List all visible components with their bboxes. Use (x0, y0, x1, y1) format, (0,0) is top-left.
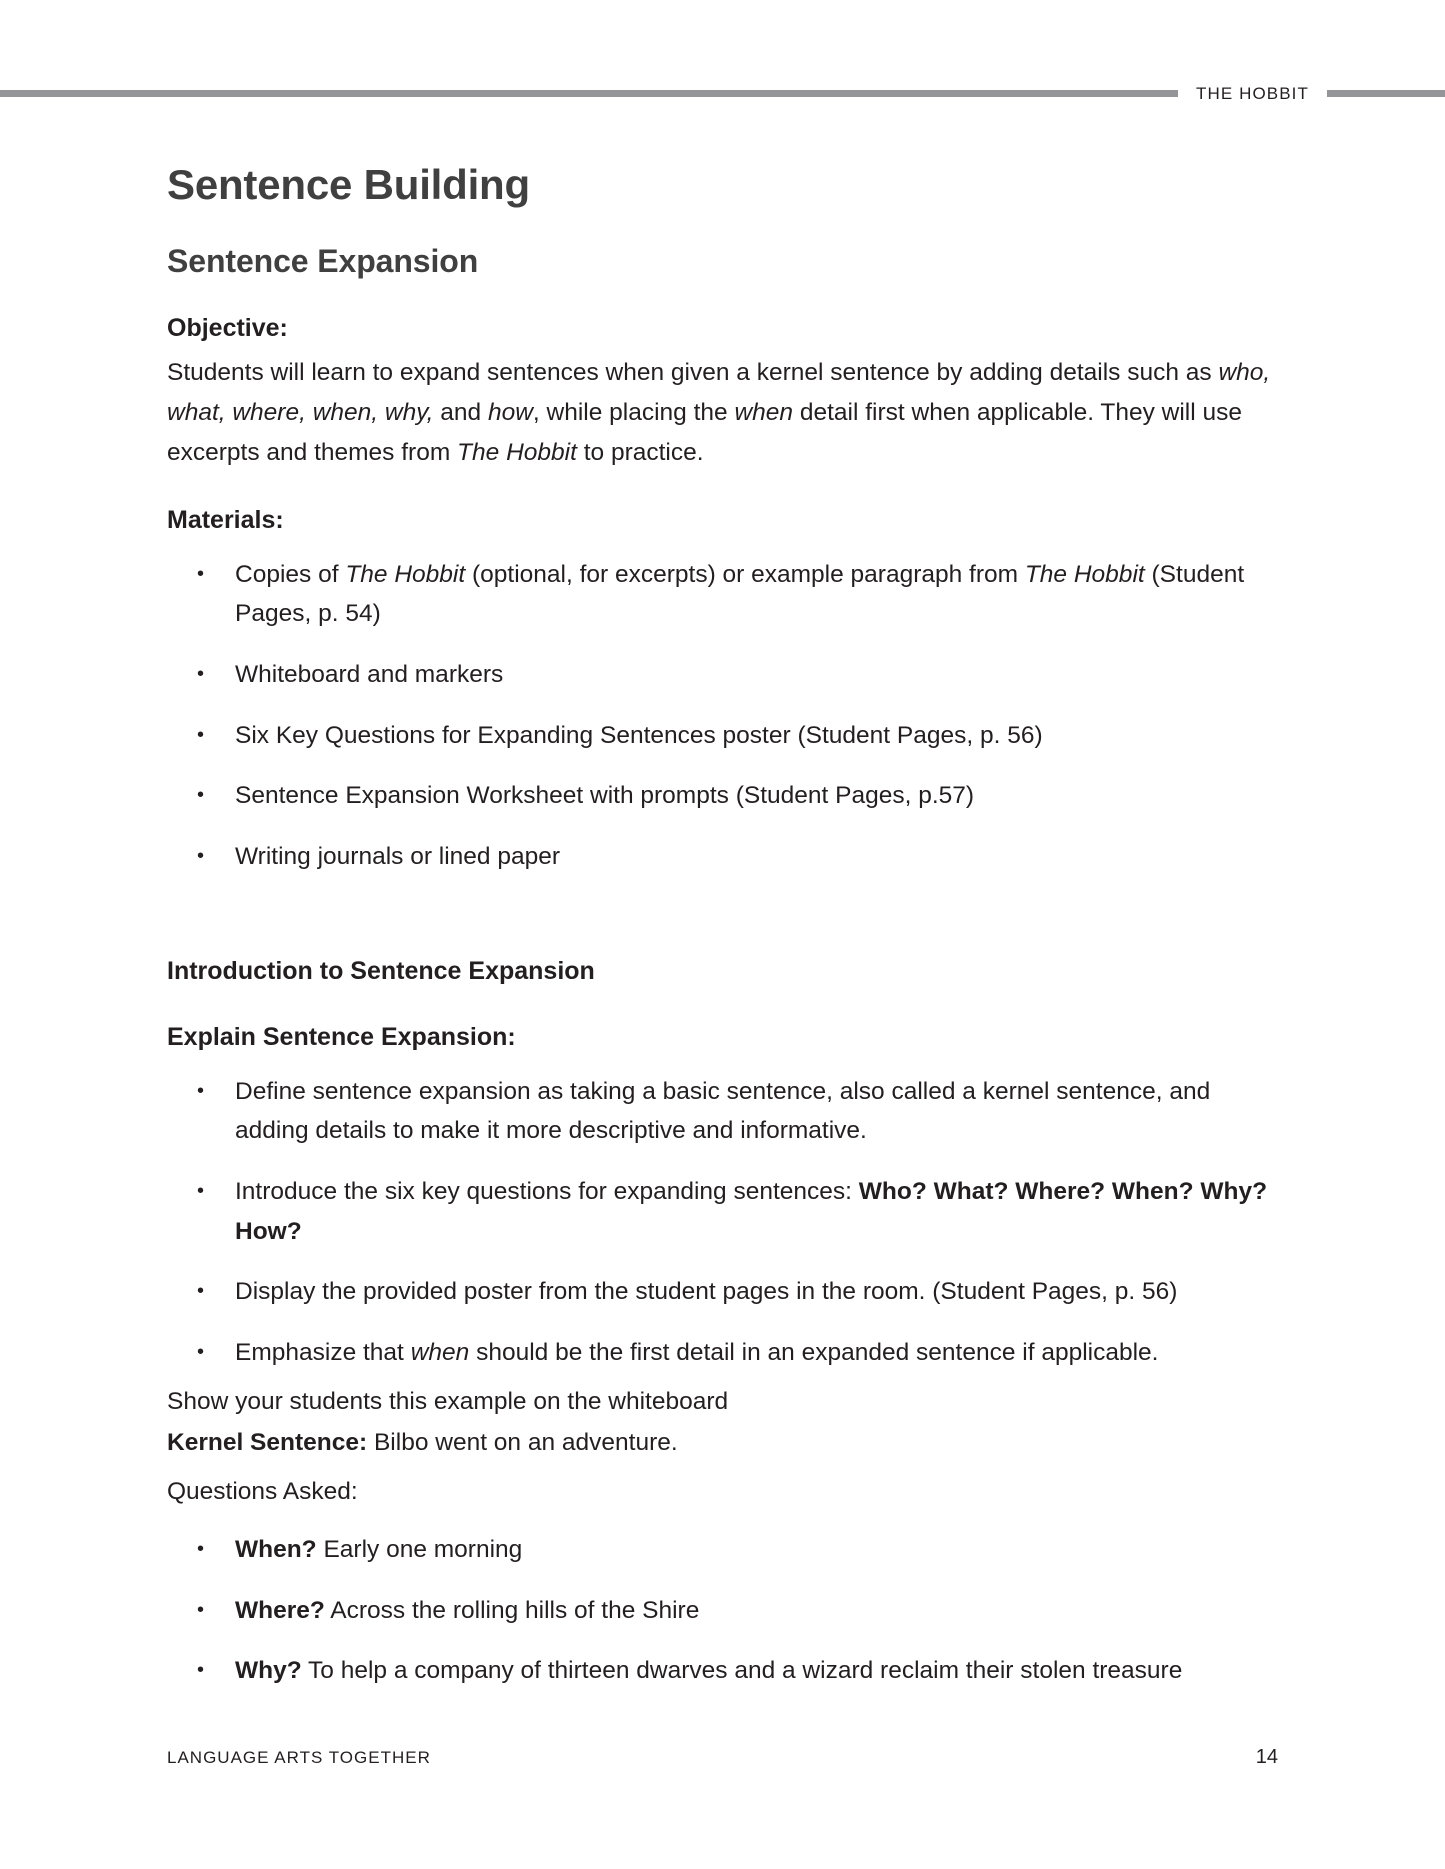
list-item (167, 555, 1282, 634)
objective-text-5: to practice. (576, 438, 704, 466)
list-item (167, 716, 1282, 756)
materials-item-0-pre: Copies of (235, 560, 346, 588)
list-item (167, 837, 1282, 877)
page-subtitle: Sentence Expansion (167, 242, 479, 279)
list-item (167, 1272, 1282, 1312)
objective-italic-1: who, what, where, when, why, (167, 359, 1271, 426)
list-item (167, 1333, 1282, 1373)
explain-bullet-0-text: Define sentence expansion as taking a basic sentence, also called a kernel sentence, and adding details to make it more descriptive and informative. (235, 1077, 1211, 1145)
question-0-label: When? (235, 1535, 317, 1563)
materials-item-3-text: Sentence Expansion Worksheet with prompts (Student Pages, p.57) (235, 782, 975, 810)
objective-italic-4: The Hobbit (457, 438, 577, 466)
list-item (167, 1072, 1282, 1151)
whiteboard-instruction: Show your students this example on the whiteboard (167, 1387, 729, 1415)
question-1-answer: Across the rolling hills of the Shire (324, 1596, 700, 1624)
objective-text-4: detail first when applicable. They will use excerpts and themes from (167, 398, 1243, 466)
question-2-answer: To help a company of thirteen dwarves and a wizard reclaim their stolen treasure (301, 1657, 1183, 1685)
running-header-title: THE HOBBIT (1195, 83, 1309, 103)
explain-bullet-1-bold: Who? What? Where? When? Why? How? (235, 1178, 1268, 1245)
page-number: 14 (1255, 1746, 1278, 1768)
question-0-answer: Early one morning (316, 1535, 523, 1563)
questions-asked-list (167, 1530, 1282, 1691)
page-footer (167, 1746, 1278, 1769)
explain-bullet-3-post: should be the first detail in an expanded sentence if applicable. (469, 1339, 1159, 1367)
question-1-label: Where? (235, 1596, 325, 1624)
objective-italic-3: when (734, 398, 794, 426)
heading-spacer (167, 987, 1282, 1021)
list-item (167, 1651, 1282, 1691)
list-item (167, 1591, 1282, 1631)
objective-text-3: , while placing the (532, 398, 735, 426)
kernel-sentence-label: Kernel Sentence: (167, 1429, 368, 1457)
explain-bullet-2-text: Display the provided poster from the student pages in the room. (Student Pages, p. 56) (235, 1278, 1178, 1306)
materials-item-1-text: Whiteboard and markers (235, 660, 504, 688)
question-2-label: Why? (235, 1657, 302, 1685)
materials-item-0-post: (Student Pages, p. 54) (235, 560, 1245, 628)
footer-brand: LANGUAGE ARTS TOGETHER (167, 1748, 431, 1767)
materials-item-0-mid: (optional, for excerpts) or example paragraph from (465, 560, 1025, 588)
running-header (0, 83, 1445, 103)
materials-item-0-italic2: The Hobbit (1024, 560, 1145, 588)
explain-bullet-3-italic: when (410, 1339, 470, 1367)
materials-item-2-text: Six Key Questions for Expanding Sentences poster (Student Pages, p. 56) (235, 721, 1043, 749)
questions-asked-label: Questions Asked: (167, 1478, 358, 1506)
objective-text-1: Students will learn to expand sentences when given a kernel sentence by adding details such as (167, 359, 1219, 387)
explain-bullet-1-text: Introduce the six key questions for expanding sentences: (235, 1178, 859, 1205)
page-title: Sentence Building (167, 161, 530, 208)
materials-label: Materials: (167, 506, 284, 535)
objective-text-2: and (433, 398, 488, 426)
list-item (167, 655, 1282, 695)
objective-label: Objective: (167, 313, 288, 342)
materials-list (167, 555, 1282, 877)
objective-paragraph (167, 353, 1282, 472)
introduction-heading: Introduction to Sentence Expansion (167, 956, 595, 985)
section-spacer (167, 877, 1282, 955)
list-item (167, 776, 1282, 816)
header-rule-left (0, 90, 1178, 97)
list-item (167, 1172, 1282, 1251)
page-content (167, 160, 1282, 1691)
explain-bullet-3-pre: Emphasize that (235, 1339, 411, 1367)
explain-sentence-expansion-label: Explain Sentence Expansion: (167, 1023, 516, 1052)
materials-item-0-italic: The Hobbit (345, 560, 466, 588)
kernel-sentence-text: Bilbo went on an adventure. (367, 1429, 678, 1457)
objective-italic-2: how (487, 398, 533, 426)
materials-item-4-text: Writing journals or lined paper (235, 842, 561, 870)
list-item (167, 1530, 1282, 1570)
header-rule-right (1327, 90, 1445, 97)
kernel-sentence-line (167, 1423, 1282, 1463)
explain-bullet-list (167, 1072, 1282, 1373)
